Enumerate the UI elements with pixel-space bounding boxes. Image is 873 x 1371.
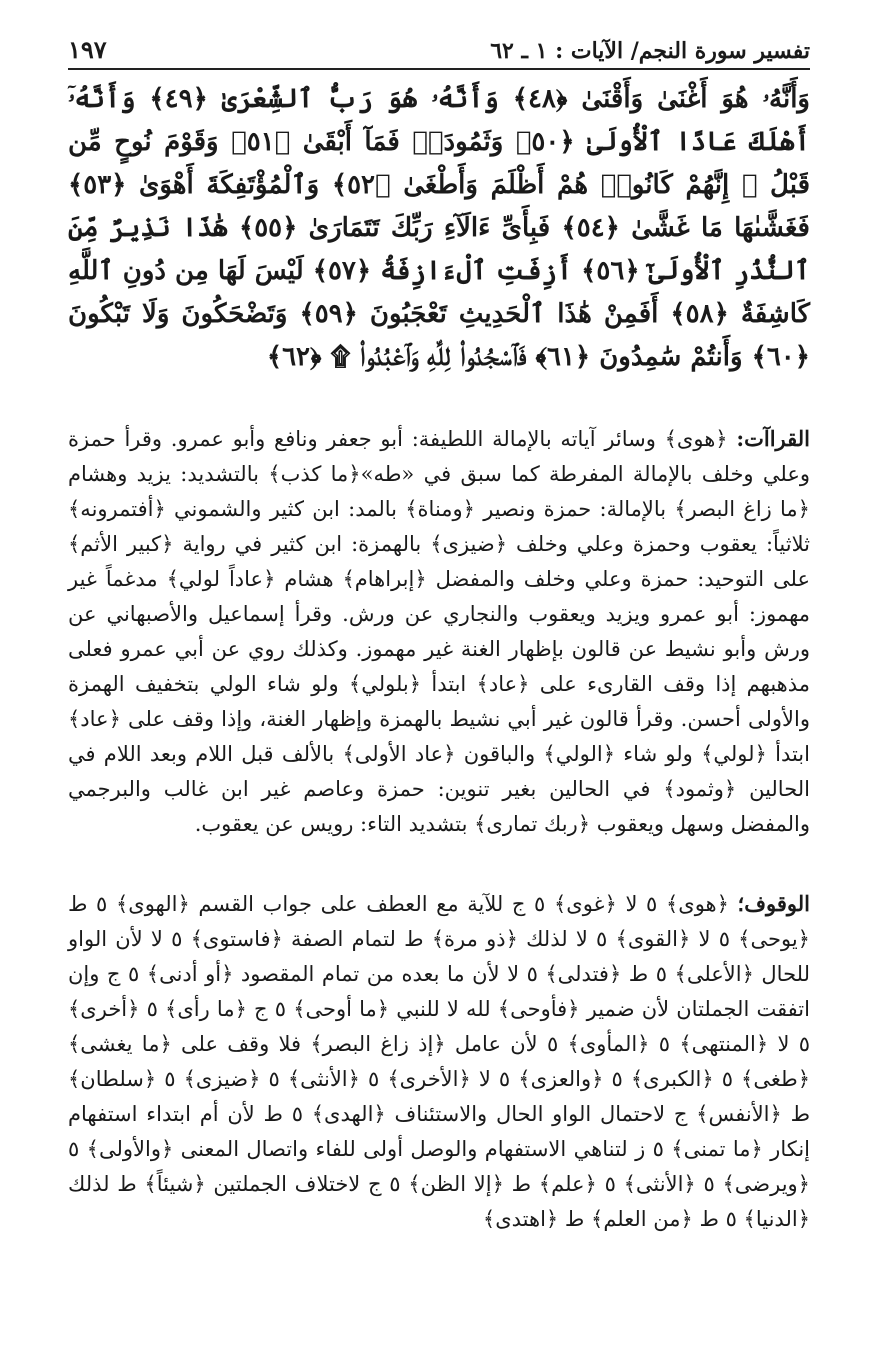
page-header <box>68 36 810 70</box>
waqf-body: ﴿هوى﴾ ٥ لا ﴿غوى﴾ ٥ ج للآية مع العطف على جواب القسم ﴿الهوى﴾ ٥ ط ﴿يوحى﴾ ٥ لا ﴿القوى﴾ ٥ لا لذلك ﴿ذو مرة﴾ ط لتمام الصفة ﴿فاستوى﴾ ٥ لا لأن الواو للحال ﴿الأعلى﴾ ٥ ط ﴿فتدلى﴾ ٥ لا لأن ما بعده من تمام المقصود ﴿أو أدنى﴾ ٥ ج وإن اتفقت الجملتان لأن ضمير ﴿فأوحى﴾ لله لا للنبي ﴿ما أوحى﴾ ٥ ج ﴿ما رأى﴾ ٥ ﴿أخرى﴾ ٥ لا ﴿المنتهى﴾ ٥ ﴿المأوى﴾ ٥ لأن عامل ﴿إذ زاغ البصر﴾ فلا وقف على ﴿ما يغشى﴾ ﴿طغى﴾ ٥ ﴿الكبرى﴾ ٥ ﴿والعزى﴾ ٥ لا ﴿الأخرى﴾ ٥ ﴿الأنثى﴾ ٥ ﴿ضيزى﴾ ٥ ﴿سلطان﴾ ط ﴿الأنفس﴾ ج لاحتمال الواو الحال والاستئناف ﴿الهدى﴾ ٥ ط لأن أم ابتداء استفهام إنكار ﴿ما تمنى﴾ ٥ ز لتناهي الاستفهام والوصل أولى للفاء واتصال المعنى ﴿والأولى﴾ ٥ ﴿ويرضى﴾ ٥ ﴿الأنثى﴾ ٥ ﴿علم﴾ ط ﴿إلا الظن﴾ ٥ ج لاختلاف الجملتين ﴿شيئاً﴾ ط لذلك ﴿الدنيا﴾ ٥ ط ﴿من العلم﴾ ط ﴿اهتدى﴾ <box>68 892 811 1231</box>
quran-verses: وَأَنَّهُۥ هُوَ أَغْنَىٰ وَأَقْنَىٰ ﴿٤٨﴾ وَأَنَّهُۥ هُوَ رَبُّ ٱلشِّعْرَىٰ ﴿٤٩﴾ وَأَنَّهُۥٓ أَهْلَكَ عَادًا ٱلْأُولَىٰ ﴿٥٠﴾ وَثَمُودَا۟ فَمَآ أَبْقَىٰ ﴿٥١﴾ وَقَوْمَ نُوحٍ مِّن قَبْلُ ۖ إِنَّهُمْ كَانُوا۟ هُمْ أَظْلَمَ وَأَطْغَىٰ ﴿٥٢﴾ وَٱلْمُؤْتَفِكَةَ أَهْوَىٰ ﴿٥٣﴾ فَغَشَّىٰهَا مَا غَشَّىٰ ﴿٥٤﴾ فَبِأَىِّ ءَالَآءِ رَبِّكَ تَتَمَارَىٰ ﴿٥٥﴾ هَٰذَا نَذِيرٌ مِّنَ ٱلنُّذُرِ ٱلْأُولَىٰٓ ﴿٥٦﴾ أَزِفَتِ ٱلْءَازِفَةُ ﴿٥٧﴾ لَيْسَ لَهَا مِن دُونِ ٱللَّهِ كَاشِفَةٌ ﴿٥٨﴾ أَفَمِنْ هَٰذَا ٱلْحَدِيثِ تَعْجَبُونَ ﴿٥٩﴾ وَتَضْحَكُونَ وَلَا تَبْكُونَ ﴿٦٠﴾ وَأَنتُمْ سَٰمِدُونَ ﴿٦١﴾ فَٱسْجُدُوا۟ لِلَّهِ وَٱعْبُدُوا۟ ۩ ﴿٦٢﴾ <box>68 84 811 372</box>
qiraat-heading: القراآت: <box>736 426 810 451</box>
waqf-section <box>68 886 810 1237</box>
book-page <box>68 36 810 1336</box>
running-title: تفسير سورة النجم/ الآيات : ١ ـ ٦٢ <box>490 38 810 64</box>
qiraat-section <box>68 421 810 842</box>
qiraat-body: ﴿هوى﴾ وسائر آياته بالإمالة اللطيفة: أبو جعفر ونافع وأبو عمرو. وقرأ حمزة وعلي وخلف بالإمالة المفرطة كما سبق في «طه»﴿ما كذب﴾ بالتشديد: يزيد وهشام ﴿ما زاغ البصر﴾ بالإمالة: حمزة ونصير ﴿ومناة﴾ بالمد: ابن كثير والشموني ﴿أفتمرونه﴾ ثلاثياً: يعقوب وحمزة وعلي وخلف ﴿ضيزى﴾ بالهمزة: ابن كثير في رواية ﴿كبير الأثم﴾ على التوحيد: حمزة وعلي وخلف والمفضل ﴿إبراهام﴾ هشام ﴿عاداً لولي﴾ مدغماً غير مهموز: أبو عمرو ويزيد ويعقوب والنجاري عن ورش. وقرأ إسماعيل والأصبهاني عن ورش وأبو نشيط عن قالون بإظهار الغنة غير مهموز. وكذلك روي عن أبي عمرو فعلى مذهبهم إذا وقف القارىء على ﴿عاد﴾ ابتدأ ﴿بلولي﴾ ولو شاء الولي بتخفيف الهمزة والأولى أحسن. وقرأ قالون غير أبي نشيط بالهمزة وإظهار الغنة، وإذا وقف على ﴿عاد﴾ ابتدأ ﴿لولي﴾ ولو شاء ﴿الولي﴾ والباقون ﴿عاد الأولى﴾ بالألف قبل اللام وبعد اللام في الحالين ﴿وثمود﴾ في الحالين بغير تنوين: حمزة وعاصم غير ابن غالب والبرجمي والمفضل وسهل ويعقوب ﴿ربك تمارى﴾ بتشديد التاء: رويس عن يعقوب. <box>68 427 811 836</box>
waqf-heading: الوقوف؛ <box>737 891 810 916</box>
page-number: ١٩٧ <box>68 35 107 64</box>
